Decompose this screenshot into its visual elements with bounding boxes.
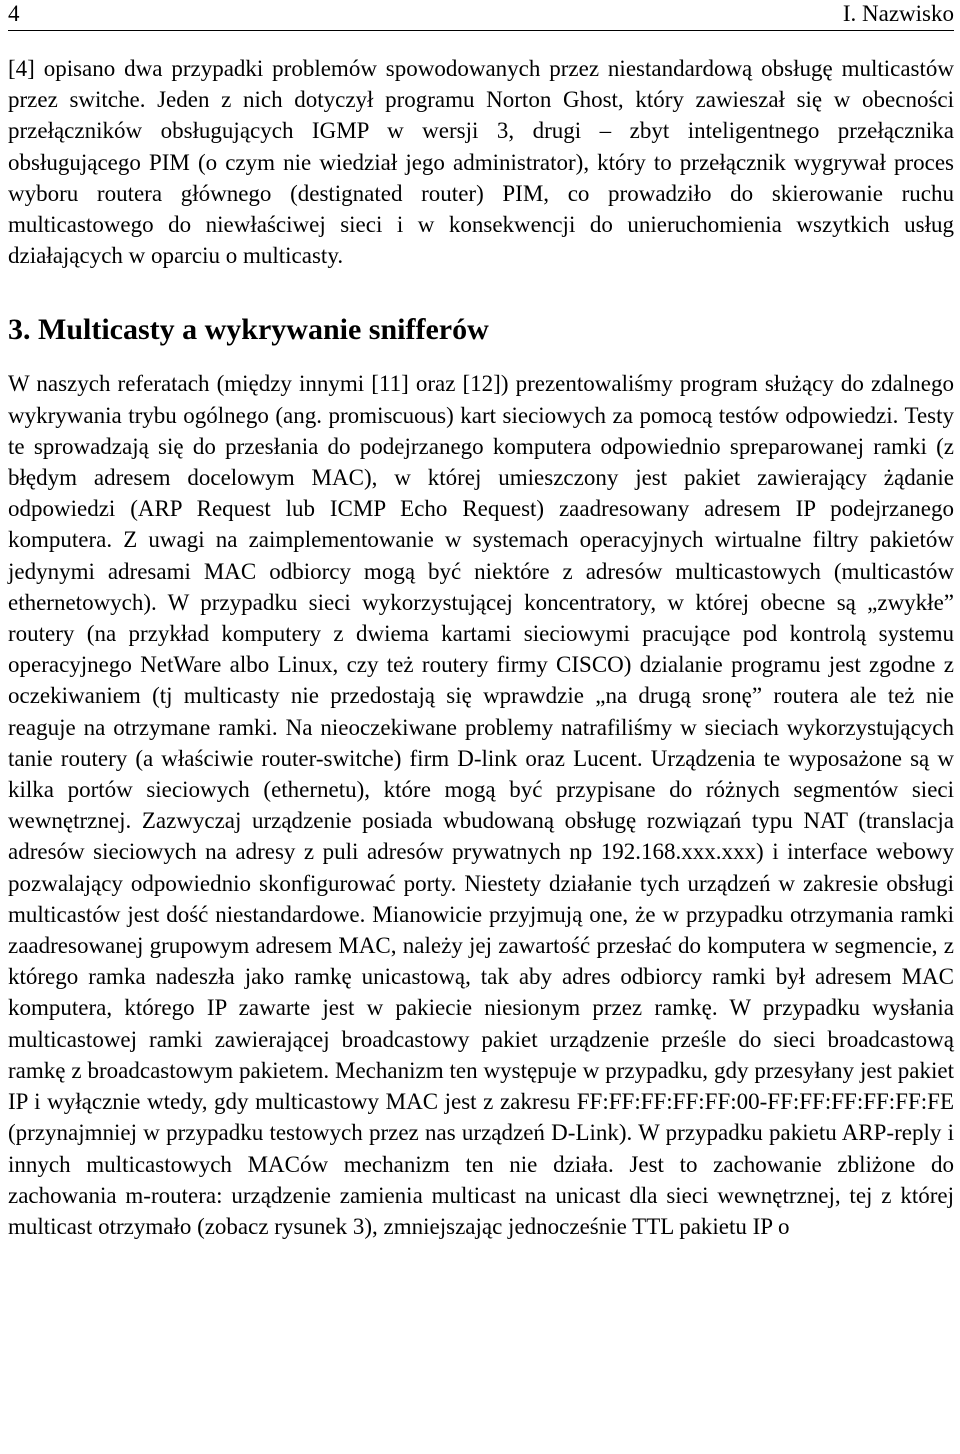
- body-paragraph-1: [4] opisano dwa przypadki problemów spowodowanych przez niestandardową obsługę multicastów przez switche. Jeden z nich dotyczył programu Norton Ghost, który zawieszał się w obecności przełączników obsługujących IGMP w wersji 3, drugi – zbyt inteligentnego przełącznika obsługującego PIM (o czym nie wiedział jego administrator), który to przełącznik wygrywał proces wyboru routera głównego (destignated router) PIM, co prowadziło do skierowanie ruchu multicastowego do niewłaściwej sieci i w konsekwencji do unieruchomienia wszytkich usług działających w oparciu o multicasty.: [8, 56, 954, 269]
- section-heading: 3. Multicasty a wykrywanie snifferów: [8, 313, 489, 347]
- body-paragraph-2: W naszych referatach (między innymi [11] oraz [12]) prezentowaliśmy program służący do zdalnego wykrywania trybu ogólnego (ang. promiscuous) kart sieciowych za pomocą testów odpowiedzi. Testy te sprowadzają się do przesłania do podejrzanego komputera odpowiednio spreparowanej ramki (z błędym adresem docelowym MAC), w której umieszczony jest pakiet zawierający żądanie odpowiedzi (ARP Request lub ICMP Echo Request) zaadresowany adresem IP podejrzanego komputera. Z uwagi na zaimplementowanie w systemach operacyjnych wirtualne filtry pakietów jedynymi adresami MAC odbiorcy mogą być niektóre z adresów multicastowych (multicastów ethernetowych). W przypadku sieci wykorzystującej koncentratory, w której obecne są „zwykłe” routery (na przykład komputery z dwiema kartami sieciowymi pracujące pod kontrolą systemu operacyjnego NetWare albo Linux, czy też routery firmy CISCO) dzialanie programu jest zgodne z oczekiwaniem (tj multicasty nie przedostają się wprawdzie „na drugą sronę” routera ale też nie reaguje na otrzymane ramki. Na nieoczekiwane problemy natrafiliśmy w sieciach wykorzystujących tanie routery (a właściwie router-switche) firm D-link oraz Lucent. Urządzenia te wyposażone są w kilka portów sieciowych (ethernetu), które mogą być przypisane do różnych segmentów sieci wewnętrznej. Zazwyczaj urządzenie posiada wbudowaną obsługę rozwiązań typu NAT (translacja adresów sieciowych na adresy z puli adresów prywatnych np 192.168.xxx.xxx) i interface webowy pozwalający odpowiednio skonfigurować porty. Niestety działanie tych urządzeń w zakresie obsługi multicastów jest dość niestandardowe. Mianowicie przyjmują one, że w przypadku otrzymania ramki zaadresowanej grupowym adresem MAC, należy jej zawartość przesłać do komputera w segmencie, z którego ramka nadeszła jako ramkę unicastową, tak aby adres odbiorcy ramki był adresem MAC komputera, którego IP zawarte jest w pakiecie niesionym przez ramkę. W przypadku wysłania multicastowej ramki zawierającej broadcastowy pakiet urządzenie prześle do sieci broadcastową ramkę z broadcastowym pakietem. Mechanizm ten występuje w przypadku, gdy przesyłany jest pakiet IP i wyłącznie wtedy, gdy multicastowy MAC jest z zakresu FF:FF:FF:FF:FF:00-FF:FF:FF:FF:FF:FE (przynajmniej w przypadku testowych przez nas urządzeń D-Link). W przypadku pakietu ARP-reply i innych multicastowych MACów mechanizm ten nie działa. Jest to zachowanie zbliżone do zachowania m-routera: urządzenie zamienia multicast na unicast dla sieci wewnętrznej, tej z której multicast otrzymało (zobacz rysunek 3), zmniejszając jednocześnie TTL pakietu IP o: [8, 371, 954, 1239]
- header-author: I. Nazwisko: [842, 1, 954, 26]
- page-number: 4: [8, 1, 20, 26]
- document-page: [8, 0, 954, 1242]
- running-header: [8, 0, 954, 31]
